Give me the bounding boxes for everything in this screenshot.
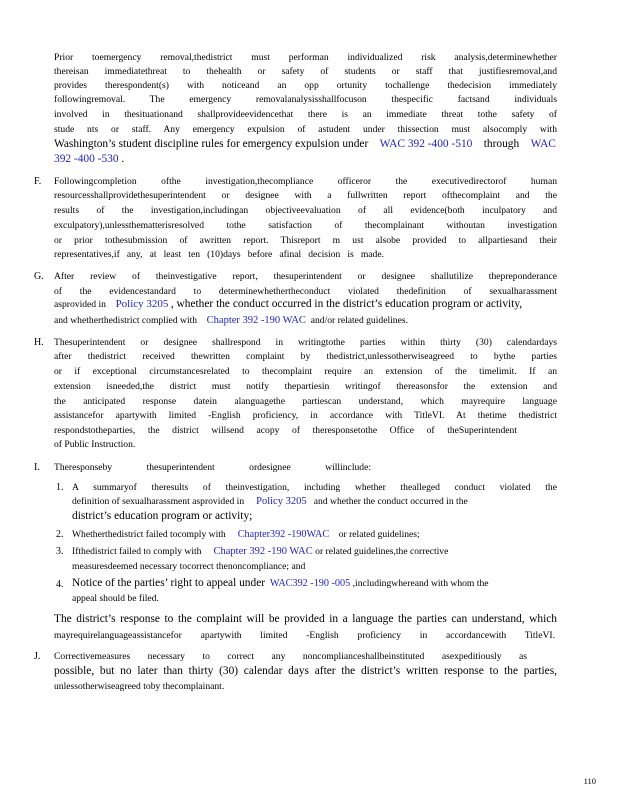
text-line: respondstotheparties, the district willsend acopy of theresponsetothe Office of theSuperintendent — [54, 425, 517, 436]
text-line: Thesuperintendent or designee shallrespond in writingtothe parties within thirty (30) calendardays — [54, 337, 557, 348]
section-marker: I. — [34, 462, 40, 473]
text-line: A summaryof theresults of theinvestigation, including whether thealleged conduct violated the — [72, 482, 557, 493]
text-segment: ,includingwhereand with whom the — [352, 578, 489, 589]
text-line: assistancefor apartywith limited -English proficiency, in accordance with TitleVI. At thetime thedistrict — [54, 410, 557, 421]
text-line: or prior tothesubmission of awritten report. Thisreport m ust alsobe provided to allpartiesand their — [54, 235, 557, 246]
text-segment: asprovided in — [54, 299, 106, 310]
text-line: involved in thesituationand shallprovideevidencethat there is an immediate threat tothe safety of — [54, 109, 557, 120]
text-line: mayrequirelanguageassistancefor apartywith limited -English proficiency in accordancewith TitleVI. — [54, 630, 555, 641]
text-segment: Ifthedistrict failed to comply with — [72, 546, 202, 557]
text-segment: definition of sexualharassment asprovided in — [72, 496, 245, 507]
text-line: exculpatory),unlessthematterisresolved tothe satisfaction of thecomplainant withoutan investigation — [54, 220, 557, 231]
text-segment: Notice of the parties’ right to appeal under — [72, 577, 266, 589]
text-line — [72, 496, 468, 507]
text-line: Correctivemeasures necessary to correct any noncomplianceshallbeinstituted asexpeditiously as — [54, 651, 527, 662]
section-marker: H. — [34, 337, 44, 348]
policy-3205-link[interactable]: Policy 3205 — [115, 298, 169, 310]
text-line: thereisan immediatethreat to thehealth or safety of students or staff that justifiesremoval,and — [54, 66, 557, 77]
text-line: results of the investigation,includingan objectiveevaluation of all evidence(both inculpatory and — [54, 205, 557, 216]
text-line: of Public Instruction. — [54, 439, 136, 450]
text-line: followingremoval. The emergency removalanalysisshallfocuson thespecific factsand individuals — [54, 94, 557, 105]
chapter-392-190-wac-link[interactable]: Chapter 392 -190 WAC — [206, 315, 306, 326]
text-line: provides therespondent(s) with noticeand an opp ortunity tochallenge thedecision immediately — [54, 80, 557, 91]
text-line — [54, 138, 556, 151]
text-line: After review of theinvestigative report, thesuperintendent or designee shallutilize thepreponderance — [54, 271, 557, 282]
text-line: of the evidencestandard to determinewhethertheconduct violated thedefinition of sexualharassment — [54, 286, 557, 297]
text-line: Followingcompletion ofthe investigation,thecompliance officeror the executivedirectorof human — [54, 176, 557, 187]
text-line: possible, but no later than thirty (30) calendar days after the district’s written response to the parties, — [54, 665, 557, 677]
text-line: extension isneeded,the district must notify thepartiesin writingof thereasonsfor the extension and — [54, 381, 557, 392]
wac-392-400-530-link[interactable]: WAC — [530, 138, 556, 150]
text-line: Prior toemergency removal,thedistrict must performan individualized risk analysis,determinewhether — [54, 52, 557, 63]
text-line: unlessotherwiseagreed toby thecomplainant. — [54, 681, 225, 692]
section-marker: F. — [34, 176, 42, 187]
text-segment: and whether the conduct occurred in the — [313, 496, 468, 507]
list-marker: 2. — [56, 529, 64, 540]
text-segment: or related guidelines,the corrective — [315, 546, 449, 557]
chapter-392-190-wac-link[interactable]: Chapter392 -190WAC — [237, 529, 330, 540]
text-segment: , whether the conduct occurred in the district’s education program or activity, — [170, 298, 523, 310]
text-line: after thedistrict received thewritten complaint by thedistrict,unlessotherwiseagreed to bythe parties — [54, 351, 557, 362]
text-line: stude nts or staff. Any emergency expulsion of astudent under thissection must alsocomply with — [54, 124, 557, 135]
text-line — [54, 299, 522, 310]
list-marker: 3. — [56, 546, 64, 557]
text-segment: and/or related guidelines. — [310, 315, 408, 326]
text-line: the anticipated response datein alanguagethe partiescan understand, which mayrequire language — [54, 396, 557, 407]
text-segment: and whetherthedistrict complied with — [54, 315, 198, 326]
page-number: 110 — [583, 776, 596, 786]
text-segment: Whetherthedistrict failed tocomply with — [72, 529, 226, 540]
section-marker: G. — [34, 271, 44, 282]
text-line: measuresdeemed necessary tocorrect thenoncompliance; and — [72, 561, 306, 572]
list-marker: 1. — [56, 482, 64, 493]
text-segment: Washington’s student discipline rules for emergency expulsion under — [54, 138, 369, 150]
text-segment: . — [121, 153, 125, 165]
text-line — [54, 315, 408, 326]
policy-3205-link[interactable]: Policy 3205 — [256, 496, 307, 507]
text-line: representatives,if any, at least ten (10)days before afinal decision is made. — [54, 249, 384, 260]
text-segment: or related guidelines; — [338, 529, 420, 540]
chapter-392-190-wac-link[interactable]: Chapter 392 -190 WAC — [213, 546, 313, 557]
text-line: resourcesshallprovidethesuperintendent or designee with a fullwritten report ofthecomplaint and the — [54, 190, 557, 201]
text-line — [72, 546, 448, 557]
wac-392-400-530-link[interactable]: 392 -400 -530 — [54, 153, 119, 165]
text-line — [54, 153, 124, 166]
wac-392-190-005-link[interactable]: WAC392 -190 -005 — [269, 578, 351, 589]
list-marker: 4. — [56, 579, 64, 590]
text-line: district’s education program or activity; — [72, 510, 253, 522]
text-line — [72, 529, 420, 540]
section-marker: J. — [34, 651, 41, 662]
text-segment: through — [483, 138, 520, 150]
wac-392-400-510-link[interactable]: WAC 392 -400 -510 — [379, 138, 473, 150]
text-line: appeal should be filed. — [72, 593, 159, 604]
text-line: Theresponseby thesuperintendent ordesignee willinclude: — [54, 462, 371, 473]
text-line — [72, 578, 489, 589]
text-line: The district’s response to the complaint will be provided in a language the parties can understand, which — [54, 613, 557, 625]
text-line: or if exceptional circumstancesrelated to thecomplaint require an extension of the timelimit. If an — [54, 366, 557, 377]
